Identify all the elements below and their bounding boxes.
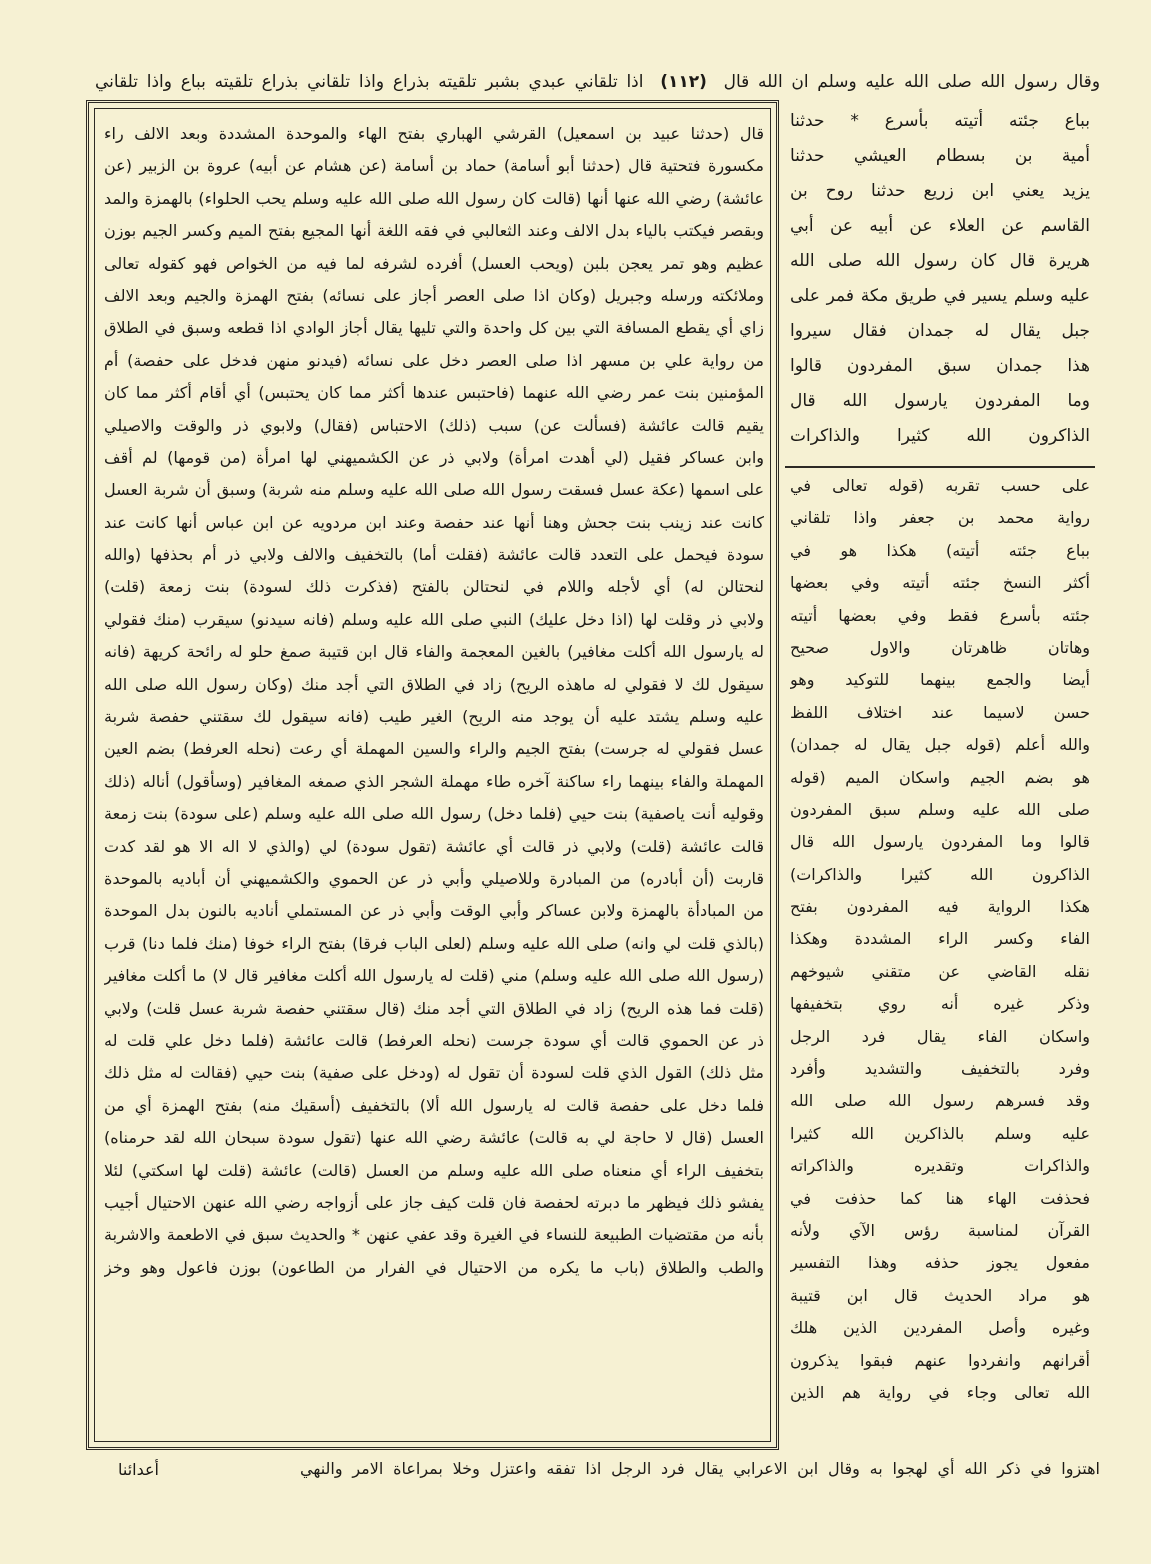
- margin-commentary-line: على حسب تقربه (قوله تعالى في: [790, 476, 1090, 495]
- margin-commentary-line: الذاكرون الله كثيرا والذاكرات): [790, 864, 1090, 884]
- margin-commentary-line: هكذا الرواية فيه المفردون بفتح: [790, 897, 1090, 917]
- main-text-line: يفشو ذلك فيظهر ما دبرته لحفصة فان قلت كيف جاز على أزواجه رضي الله عنهن الاحتيال أجيب: [104, 1192, 764, 1212]
- main-text-line: من المبادأة بالهمزة ولابن عساكر وأبي الوقت وأبي ذر عن المستملي أناديه بالنون بدل الموحدة: [104, 901, 764, 921]
- margin-line: بباع جئته أتيته بأسرع * حدثنا: [790, 111, 1090, 131]
- main-text-line: عائشة) رضي الله عنها أنها (قالت كان رسول الله صلى الله عليه وسلم يحب الحلواء) بالهمزة والمد: [104, 188, 764, 208]
- margin-line: الذاكرون الله كثيرا والذاكرات: [790, 426, 1090, 446]
- main-text-line: عسل فقولي له جرست) بفتح الجيم والراء والسين المهملة أي رعت (نحله العرفط) بضم العين: [104, 739, 764, 759]
- margin-line: هذا جمدان سبق المفردون قالوا: [790, 356, 1090, 376]
- header-right-text: وقال رسول الله صلى الله عليه وسلم ان الله قال: [723, 72, 1100, 92]
- margin-commentary-line: الله تعالى وجاء في رواية هم الذين: [790, 1382, 1090, 1402]
- main-text-line: وبقصر فيكتب بالياء بدل الالف وعند الثعالبي في فقه اللغة أنها المجيع بفتح الميم وكسر الجيم بوزن: [104, 221, 764, 241]
- margin-commentary-line: جئته بأسرع فقط وفي بعضها أتيته: [790, 605, 1090, 625]
- header-left-text: اذا تلقاني عبدي بشبر تلقيته بذراع واذا تلقاني بذراع تلقيته بباع واذا تلقاني: [95, 72, 644, 92]
- main-text-line: لنحتالن له) أي لأجله واللام في لنحتالن بالفتح (فذكرت ذلك لسودة) بنت زمعة (قلت): [104, 577, 764, 597]
- margin-commentary-line: حسن لاسيما عند اختلاف اللفظ: [790, 702, 1090, 722]
- margin-divider: [785, 466, 1095, 468]
- margin-commentary-line: مفعول يجوز حذفه وهذا التفسير: [790, 1253, 1090, 1273]
- margin-commentary-line: والله أعلم (قوله جبل يقال له جمدان): [790, 735, 1090, 755]
- margin-line: عليه وسلم يسير في طريق مكة فمر على: [790, 286, 1090, 306]
- margin-commentary-line: فحذفت الهاء هنا كما حذفت في: [790, 1188, 1090, 1208]
- margin-commentary-line: أكثر النسخ جئته أتيته وفي بعضها: [790, 573, 1090, 593]
- main-text-line: سودة فيحمل على التعدد قالت عائشة (فقلت أما) بالتخفيف والالف ولابي ذر أم بحذفها (والله: [104, 545, 764, 565]
- margin-commentary-line: وفرد بالتخفيف والتشديد وأفرد: [790, 1059, 1090, 1079]
- main-text-line: عليه وسلم يشتد عليه أن يوجد منه الريح) الغير طيب (فانه سيقول لك سقتني حفصة شربة: [104, 707, 764, 727]
- main-text-line: ذر عن الحموي قالت أي سودة جرست (نحله العرفط) قالت عائشة (فلما دخل علي قلت له: [104, 1030, 764, 1050]
- main-text-line: قالت عائشة (قلت) ولابي ذر قالت أي عائشة (تقول سودة) لي (والذي لا اله الا هو لقد كدت: [104, 836, 764, 856]
- main-text-line: على اسمها (عكة عسل فسقت رسول الله صلى الله عليه وسلم منه شربة) وسبق أن شربة العسل: [104, 480, 764, 500]
- footer-line: اهتزوا في ذكر الله أي لهجوا به وقال ابن الاعرابي يقال فرد الرجل اذا تفقه واعتزل وخلا بمراعاة الامر والنهي: [300, 1459, 1100, 1478]
- main-text-line: زاي أي يقطع المسافة التي بين كل واحدة والتي تليها يقال أجاز الوادي اذا قطعه وسبق في الطلاق: [104, 318, 764, 338]
- main-commentary-text: [104, 118, 764, 1284]
- margin-commentary-line: القرآن لمناسبة رؤس الآي ولأنه: [790, 1220, 1090, 1240]
- main-text-line: وقوليه أنت ياصفية) بنت حيي (فلما دخل) رسول الله صلى الله عليه وسلم (على سودة) بنت زمعة: [104, 804, 764, 824]
- margin-line: القاسم عن العلاء عن أبيه عن أبي: [790, 216, 1090, 236]
- catchword: أعدائنا: [118, 1460, 159, 1479]
- margin-commentary-line: هو بضم الجيم واسكان الميم (قوله: [790, 767, 1090, 787]
- main-text-line: كانت عند زينب بنت جحش وهنا أنها عند حفصة وعند ابن مردويه عن ابن عباس أنها كانت عند: [104, 512, 764, 532]
- main-text-line: وابن عساكر فقيل (لي أهدت امرأة) ولابي ذر عن الكشميهني لها امرأة (من قومها) لم أقف: [104, 447, 764, 467]
- main-text-line: يقيم قالت عائشة (فسألت عن) سبب (ذلك) الاحتباس (فقال) ولابوي ذر والوقت والاصيلي: [104, 415, 764, 435]
- main-text-line: العسل (قال لا حاجة لي به قالت) عائشة رضي الله عنها (تقول سودة سبحان الله لقد حرمناه): [104, 1128, 764, 1148]
- main-text-line: عظيم وهو تمر يعجن بلبن (ويحب العسل) أفرده لشرفه لما فيه من الخواص فهو كقوله تعالى: [104, 253, 764, 273]
- main-text-line: (بالذي قلت لي وانه) صلى الله عليه وسلم (لعلى الباب فرقا) بفتح الراء خوفا (منك فلما دنا) قرب: [104, 933, 764, 953]
- margin-commentary-line: هو مراد الحديث قال ابن قتيبة: [790, 1285, 1090, 1305]
- margin-line: أمية بن بسطام العيشي حدثنا: [790, 146, 1090, 166]
- page-number: (١١٢): [660, 72, 707, 92]
- margin-commentary-line: بباع جئته أتيته) هكذا هو في: [790, 540, 1090, 560]
- margin-commentary-line: عليه وسلم بالذاكرين الله كثيرا: [790, 1123, 1090, 1143]
- margin-line: هريرة قال كان رسول الله صلى الله: [790, 251, 1090, 271]
- margin-commentary-line: نقله القاضي عن متقني شيوخهم: [790, 961, 1090, 981]
- margin-hadith-text: [790, 104, 1090, 454]
- margin-commentary-line: وهاتان ظاهرتان والاول صحيح: [790, 637, 1090, 657]
- main-text-line: ولابي ذر وقلت لها (اذا دخل عليك) النبي صلى الله عليه وسلم (فانه سيدنو) سيقرب (منك فقولي: [104, 609, 764, 629]
- main-text-line: بتخفيف الراء أي منعناه صلى الله عليه وسلم من العسل (قالت) عائشة (قلت لها اسكتي) لئلا: [104, 1160, 764, 1180]
- main-text-line: مكسورة فتحتية قال (حدثنا أبو أسامة) حماد بن أسامة (عن هشام عن أبيه) عروة بن الزبير (عن: [104, 156, 764, 176]
- margin-commentary-line: وقد فسرهم رسول الله صلى الله: [790, 1091, 1090, 1111]
- main-text-line: من رواية علي بن مسهر اذا صلى العصر دخل على نسائه (فيدنو منهن فدخل على حفصة) أم: [104, 350, 764, 370]
- margin-commentary-line: وغيره وأصل المفردين الذين هلك: [790, 1318, 1090, 1338]
- main-text-line: بأنه من مقتضيات الطبيعة للنساء في الغيرة وقد عفي عنهن * والحديث سبق في الاطعمة والاشربة: [104, 1225, 764, 1245]
- main-text-line: وملائكته ورسله وجبريل (وكان اذا صلى العصر أجاز على نسائه) بفتح الهمزة والجيم وبعد الالف: [104, 285, 764, 305]
- main-text-line: قال (حدثنا عبيد بن اسمعيل) القرشي الهباري بفتح الهاء والموحدة المشددة وبعد الالف راء: [104, 124, 764, 143]
- main-text-line: المهملة والفاء بينهما راء ساكنة آخره طاء مهملة الشجر الذي صمغه المغافير (وسأقول) أناله (ذلك: [104, 771, 764, 791]
- margin-line: جبل يقال له جمدان فقال سيروا: [790, 321, 1090, 341]
- main-text-line: قاربت (أن أبادره) من المبادرة وللاصيلي وأبي ذر عن الحموي والكشميهني أن أباديه بالموحدة: [104, 868, 764, 888]
- margin-commentary-text: [790, 470, 1090, 1409]
- main-text-line: (رسول الله صلى الله عليه وسلم) مني (قلت له يارسول الله أكلت مغافير قال لا) ما أكلت مغافير: [104, 966, 764, 986]
- main-text-line: فلما دخل على حفصة قالت له يارسول الله ألا) بالتخفيف (أسقيك منه) بفتح الهمزة أي من: [104, 1095, 764, 1115]
- margin-commentary-line: وذكر غيره أنه روي بتخفيفها: [790, 994, 1090, 1014]
- main-text-line: والطب والطلاق (باب ما يكره من الاحتيال في الفرار من الطاعون) بوزن فاعول وهو وخز: [104, 1257, 764, 1277]
- main-text-line: (قلت فما هذه الريح) زاد في الطلاق التي أجد منك (قال سقتني حفصة شربة عسل قلت) ولابي: [104, 998, 764, 1018]
- margin-commentary-line: والذاكرات وتقديره والذاكراته: [790, 1156, 1090, 1176]
- margin-line: يزيد يعني ابن زريع حدثنا روح بن: [790, 181, 1090, 201]
- margin-commentary-line: صلى الله عليه وسلم سبق المفردون: [790, 799, 1090, 819]
- main-text-line: مثل ذلك) القول الذي قلت لسودة أن تقول له (ودخل على صفية) بنت حيي (فقالت له مثل ذلك: [104, 1063, 764, 1083]
- margin-commentary-line: رواية محمد بن جعفر واذا تلقاني: [790, 508, 1090, 528]
- margin-commentary-line: قالوا وما المفردون يارسول الله قال: [790, 832, 1090, 852]
- margin-commentary-line: أقرانهم وانفردوا عنهم فبقوا يذكرون: [790, 1350, 1090, 1370]
- main-text-line: المؤمنين بنت عمر رضي الله عنهما (فاحتبس عندها أكثر مما كان يحتبس) أي أقام أكثر مما كان: [104, 383, 764, 403]
- main-text-line: سيقول لك لا فقولي له ماهذه الريح) زاد في الطلاق التي أجد منك (وكان رسول الله صلى الله: [104, 674, 764, 694]
- page-header: [95, 62, 1100, 102]
- margin-commentary-line: الفاء وكسر الراء المشددة وهكذا: [790, 929, 1090, 949]
- margin-line: وما المفردون يارسول الله قال: [790, 391, 1090, 411]
- margin-commentary-line: أيضا والجمع بينهما للتوكيد وهو: [790, 670, 1090, 690]
- main-text-line: له يارسول الله أكلت مغافير) بالغين المعجمة والفاء قال ابن قتيبة صمغ حلو له رائحة كريهة (فانه: [104, 642, 764, 662]
- margin-commentary-line: واسكان الفاء يقال فرد الرجل: [790, 1026, 1090, 1046]
